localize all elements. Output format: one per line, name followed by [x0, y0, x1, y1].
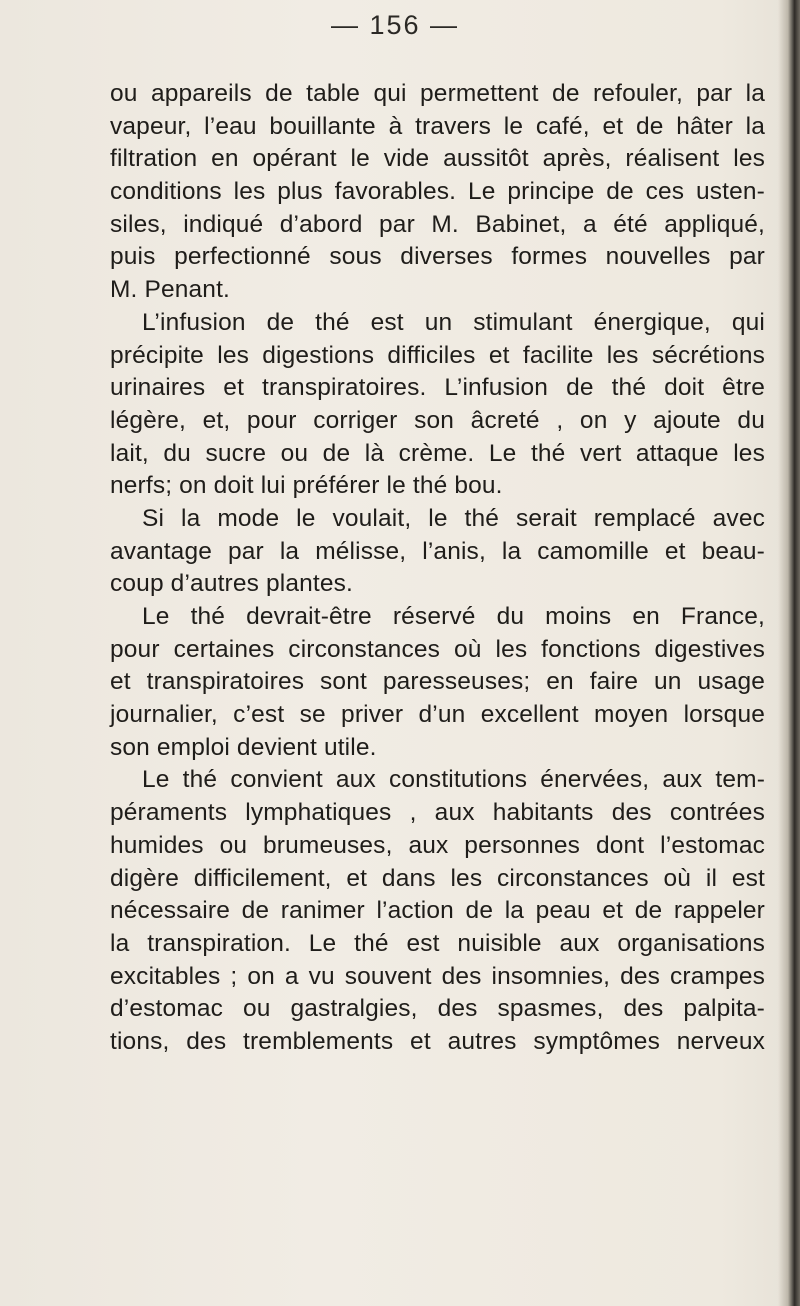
text-line: légère, et, pour corriger son âcreté , on y ajoute du	[110, 406, 765, 434]
text-line: pour certaines circonstances où les fonctions digestives	[110, 635, 765, 663]
text-line: L’infusion de thé est un stimulant énergique, qui	[142, 308, 765, 336]
text-line: son emploi devient utile.	[110, 733, 377, 761]
page-binding-edge	[778, 0, 800, 1306]
text-line: Le thé convient aux constitutions énervées, aux tem-	[142, 766, 765, 794]
text-line: la transpiration. Le thé est nuisible aux organisations	[110, 929, 765, 957]
text-line: coup d’autres plantes.	[110, 570, 354, 598]
text-line: lait, du sucre ou de là crème. Le thé vert attaque les	[110, 439, 765, 467]
text-line: d’estomac ou gastralgies, des spasmes, des palpita-	[110, 995, 765, 1023]
text-line: humides ou brumeuses, aux personnes dont l’estomac	[110, 831, 765, 859]
page-text-body	[110, 78, 765, 1059]
text-line: journalier, c’est se priver d’un excellent moyen lorsque	[110, 701, 765, 729]
text-line: filtration en opérant le vide aussitôt après, réalisent les	[110, 145, 765, 173]
page-number-header: — 156 —	[330, 10, 460, 40]
text-line: ou appareils de table qui permettent de refouler, par la	[110, 80, 765, 107]
text-line: conditions les plus favorables. Le principe de ces usten-	[110, 178, 765, 206]
text-line: vapeur, l’eau bouillante à travers le café, et de hâter la	[110, 112, 765, 140]
text-line: M. Penant.	[110, 276, 230, 304]
text-line: Le thé devrait-être réservé du moins en France,	[142, 603, 765, 630]
text-line: nécessaire de ranimer l’action de la peau et de rappeler	[110, 897, 765, 925]
text-line: puis perfectionné sous diverses formes nouvelles par	[110, 243, 765, 271]
text-line: Si la mode le voulait, le thé serait remplacé avec	[142, 504, 765, 532]
text-line: siles, indiqué d’abord par M. Babinet, a été appliqué,	[110, 210, 765, 238]
text-line: avantage par la mélisse, l’anis, la camomille et beau-	[110, 537, 765, 565]
text-line: urinaires et transpiratoires. L’infusion de thé doit être	[110, 374, 765, 402]
text-line: tions, des tremblements et autres symptômes nerveux	[110, 1027, 765, 1055]
text-line: digère difficilement, et dans les circonstances où il est	[110, 864, 765, 892]
text-line: précipite les digestions difficiles et facilite les sécrétions	[110, 341, 765, 369]
text-line: et transpiratoires sont paresseuses; en faire un usage	[110, 668, 765, 696]
text-line: péraments lymphatiques , aux habitants des contrées	[110, 799, 765, 827]
text-line: nerfs; on doit lui préférer le thé bou.	[110, 472, 503, 500]
text-line: excitables ; on a vu souvent des insomnies, des crampes	[110, 962, 765, 990]
